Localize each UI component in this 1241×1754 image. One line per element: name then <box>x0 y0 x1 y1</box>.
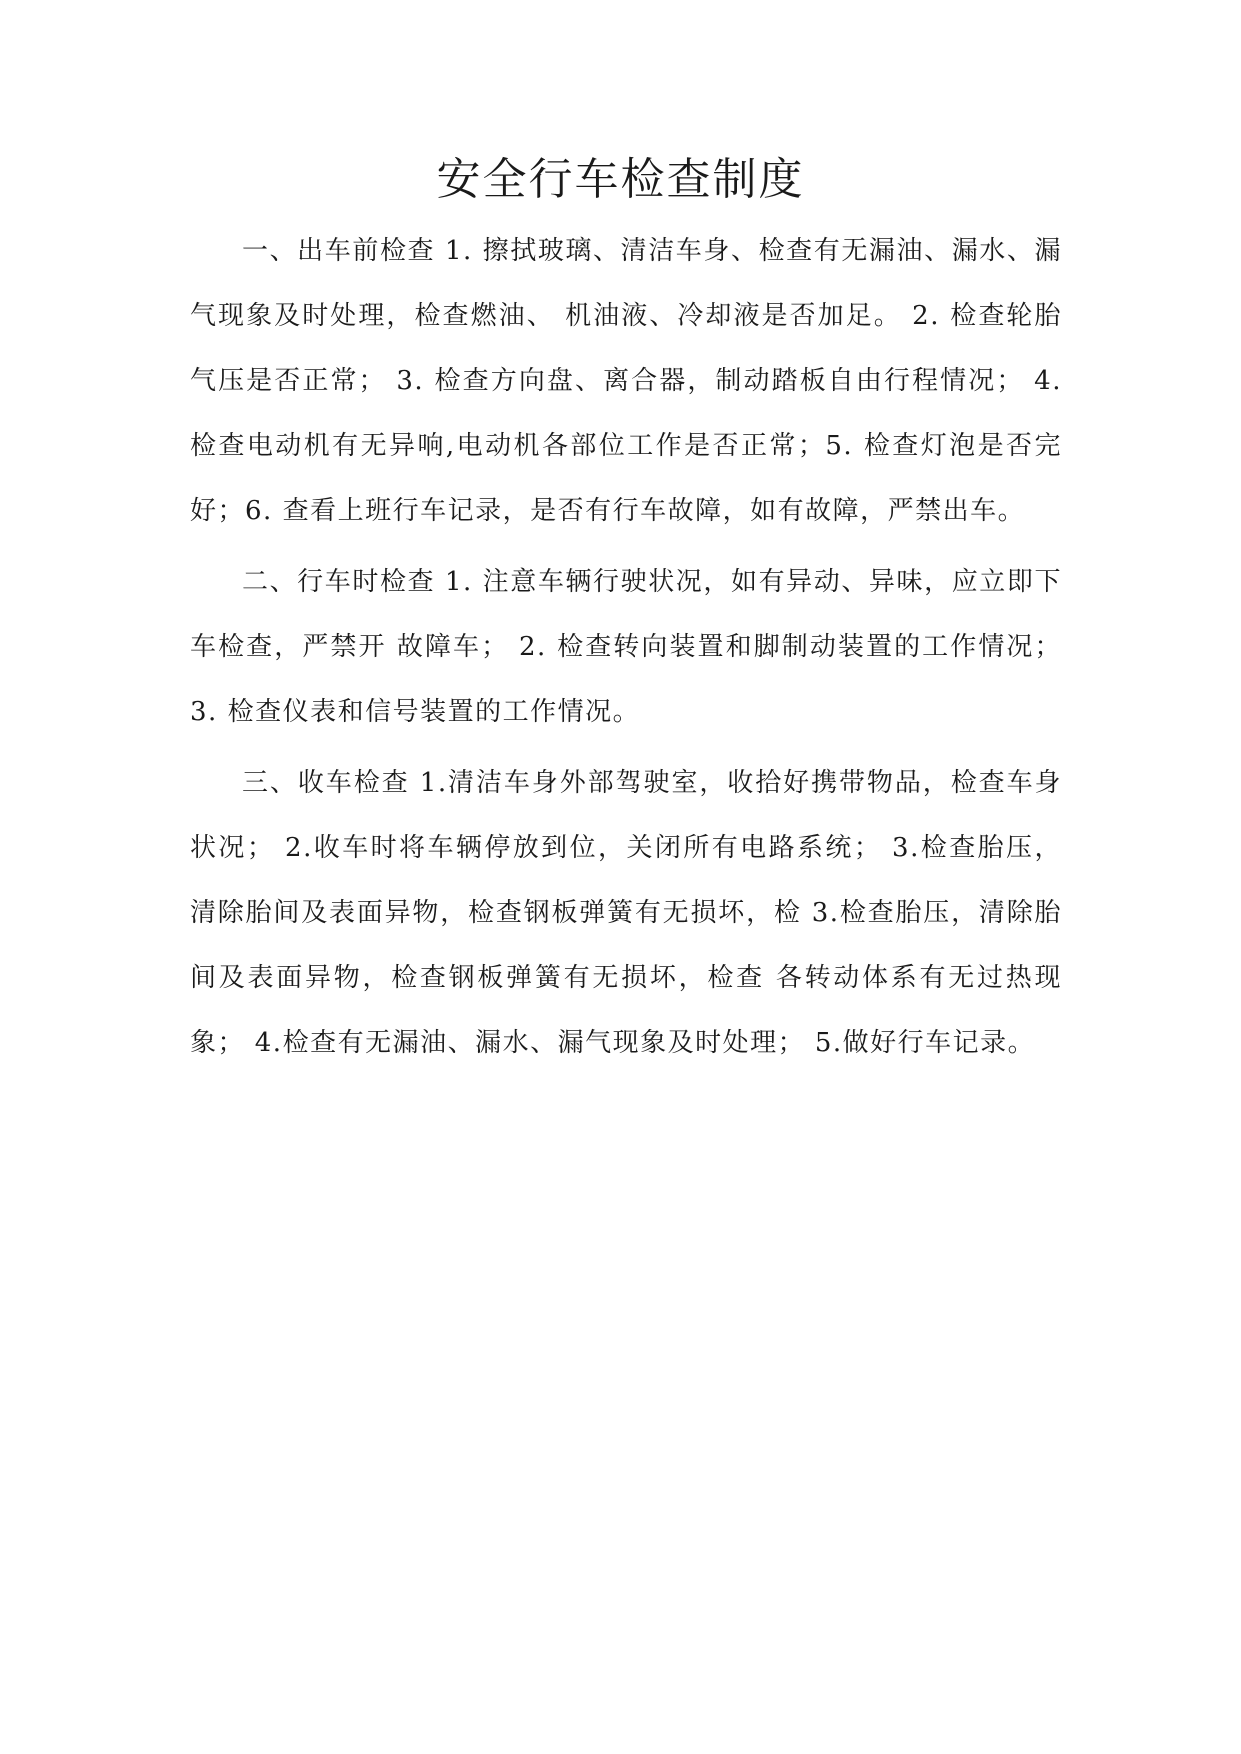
document-body <box>190 219 1062 1082</box>
section-heading: 一、出车前检查 <box>242 236 436 266</box>
section-content: 1. 擦拭玻璃、清洁车身、检查有无漏油、漏水、漏气现象及时处理，检查燃油、 机油液、冷却液是否加足。 2. 检查轮胎气压是否正常； 3. 检查方向盘、离合器，制动踏板自由行程情况； 4. 检查电动机有无异响,电动机各部位工作是否正常；5. 检查灯泡是否完好；6. 查看上班行车记录，是否有行车故障，如有故障，严禁出车。 <box>190 236 1062 526</box>
section-pre-departure-check <box>190 219 1062 544</box>
section-content: 1.清洁车身外部驾驶室，收拾好携带物品，检查车身状况； 2.收车时将车辆停放到位，关闭所有电路系统； 3.检查胎压，清除胎间及表面异物，检查钢板弹簧有无损坏，检 3.检查胎压，清除胎间及表面异物，检查钢板弹簧有无损坏，检查 各转动体系有无过热现象； 4.检查有无漏油、漏水、漏气现象及时处理； 5.做好行车记录。 <box>190 768 1063 1058</box>
section-driving-check <box>190 550 1062 745</box>
section-return-check <box>190 751 1062 1076</box>
section-content: 1. 注意车辆行驶状况，如有异动、异味，应立即下车检查，严禁开 故障车； 2. 检查转向装置和脚制动装置的工作情况； 3. 检查仪表和信号装置的工作情况。 <box>190 567 1062 727</box>
section-heading: 二、行车时检查 <box>242 567 436 597</box>
section-heading: 三、收车检查 <box>242 768 410 798</box>
document-title: 安全行车检查制度 <box>436 154 805 205</box>
